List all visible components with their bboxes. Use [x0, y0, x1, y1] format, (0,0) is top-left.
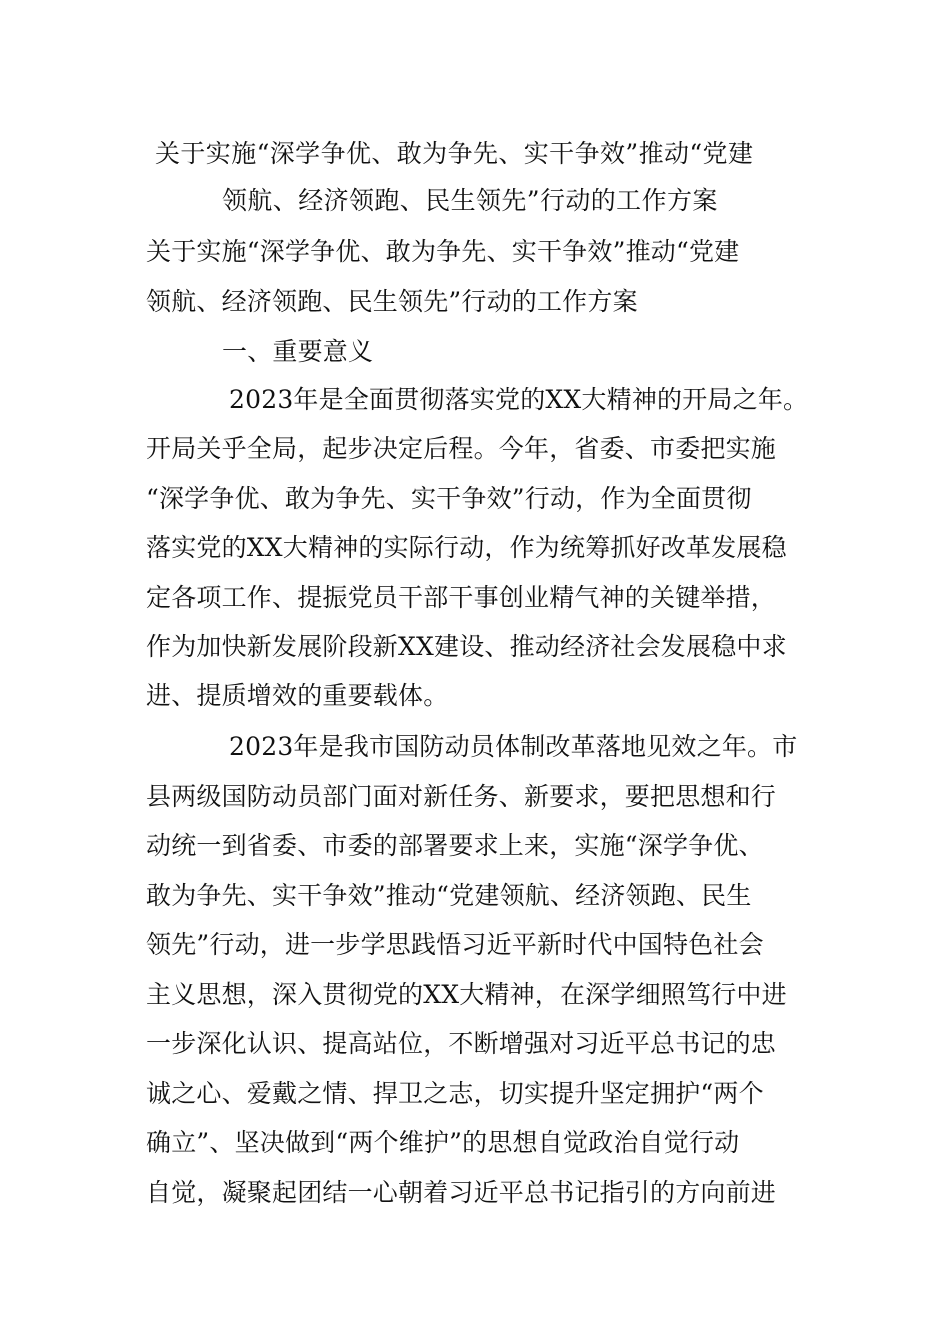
paragraph-2-line-4: 敢为争先、实干争效”推动“党建领航、经济领跑、民生 — [146, 881, 752, 910]
section-heading: 一、重要意义 — [222, 337, 374, 366]
document-subtitle-line-1: 关于实施“深学争优、敢为争先、实干争效”推动“党建 — [146, 237, 740, 266]
paragraph-2-line-8: 诚之心、爱戴之情、捍卫之志，切实提升坚定拥护“两个 — [146, 1079, 764, 1108]
document-title-line-2: 领航、经济领跑、民生领先”行动的工作方案 — [222, 186, 718, 215]
paragraph-2-line-10: 自觉，凝聚起团结一心朝着习近平总书记指引的方向前进 — [146, 1178, 777, 1207]
paragraph-2-line-9: 确立”、坚决做到“两个维护”的思想自觉政治自觉行动 — [146, 1128, 740, 1157]
paragraph-2-line-6: 主义思想，深入贯彻党的XX大精神，在深学细照笃行中进 — [146, 980, 787, 1009]
paragraph-2-line-1: 2023年是我市国防动员体制改革落地见效之年。市 — [229, 732, 798, 761]
paragraph-1-line-6: 作为加快新发展阶段新XX建设、推动经济社会发展稳中求 — [146, 632, 787, 661]
paragraph-2-line-3: 动统一到省委、市委的部署要求上来，实施“深学争优、 — [146, 831, 764, 860]
paragraph-1-line-5: 定各项工作、提振党员干部干事创业精气神的关键举措， — [146, 583, 777, 612]
document-title-line-1: 关于实施“深学争优、敢为争先、实干争效”推动“党建 — [155, 139, 754, 168]
paragraph-1-line-7: 进、提质增效的重要载体。 — [146, 681, 449, 710]
paragraph-1-line-3: “深学争优、敢为争先、实干争效”行动，作为全面贯彻 — [146, 484, 752, 513]
paragraph-2-line-2: 县两级国防动员部门面对新任务、新要求，要把思想和行 — [146, 782, 777, 811]
paragraph-2-line-5: 领先”行动，进一步学思践悟习近平新时代中国特色社会 — [146, 930, 764, 959]
paragraph-1-line-2: 开局关乎全局，起步决定后程。今年，省委、市委把实施 — [146, 434, 777, 463]
document-subtitle-line-2: 领航、经济领跑、民生领先”行动的工作方案 — [146, 287, 638, 316]
paragraph-1-line-1: 2023年是全面贯彻落实党的XX大精神的开局之年。 — [229, 385, 809, 414]
paragraph-1-line-4: 落实党的XX大精神的实际行动，作为统筹抓好改革发展稳 — [146, 533, 787, 562]
paragraph-2-line-7: 一步深化认识、提高站位，不断增强对习近平总书记的忠 — [146, 1029, 777, 1058]
